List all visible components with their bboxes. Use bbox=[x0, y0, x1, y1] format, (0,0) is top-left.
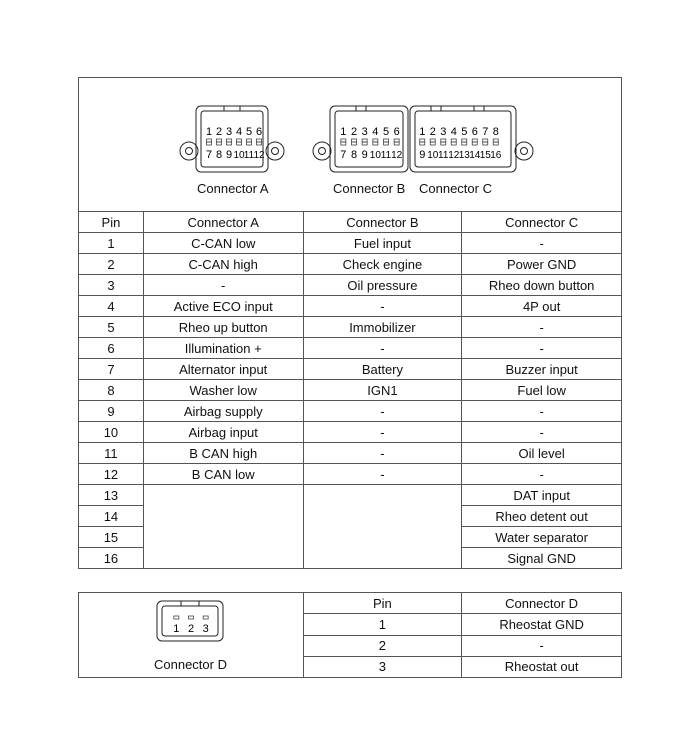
pin-number: 5 bbox=[382, 126, 390, 138]
pin-contact-mark bbox=[441, 142, 446, 145]
pin-contact-mark bbox=[237, 139, 242, 142]
cell-pin: 16 bbox=[79, 548, 144, 569]
pin-contact-mark bbox=[362, 139, 367, 142]
pin-number: 15 bbox=[479, 150, 491, 161]
pin-contact-mark bbox=[373, 142, 378, 145]
cell-pin: 6 bbox=[79, 338, 144, 359]
table-row bbox=[79, 254, 622, 275]
pin-contact-mark bbox=[472, 142, 477, 145]
cell-c: - bbox=[462, 338, 622, 359]
pin-number: 8 bbox=[492, 126, 499, 138]
pin-number: 11 bbox=[380, 150, 392, 161]
cell-a: B CAN high bbox=[143, 443, 303, 464]
cell-c: Signal GND bbox=[462, 548, 622, 569]
cell-pin: 3 bbox=[303, 656, 462, 677]
table-row bbox=[79, 485, 622, 506]
table-header-row bbox=[79, 212, 622, 233]
pin-contact-mark bbox=[483, 139, 488, 142]
cell-pin: 11 bbox=[79, 443, 144, 464]
cell-a: Airbag input bbox=[143, 422, 303, 443]
pin-contact-mark bbox=[462, 139, 467, 142]
cell-pin: 2 bbox=[79, 254, 144, 275]
table-row bbox=[79, 380, 622, 401]
pin-number: 3 bbox=[440, 126, 447, 138]
cell-d: Rheostat GND bbox=[462, 614, 622, 635]
pin-contact-mark bbox=[189, 616, 194, 619]
pin-number: 4 bbox=[235, 126, 243, 138]
pin-number: 9 bbox=[361, 149, 368, 161]
pin-contact-mark bbox=[247, 142, 252, 145]
pin-contact-mark bbox=[257, 139, 262, 142]
pin-contact-mark bbox=[430, 142, 435, 145]
pin-contact-mark bbox=[384, 139, 389, 142]
cell-b-empty bbox=[303, 485, 462, 569]
cell-c: - bbox=[462, 422, 622, 443]
pin-contact-mark bbox=[493, 142, 498, 145]
pin-contact-mark bbox=[227, 139, 232, 142]
pin-contact-mark bbox=[451, 142, 456, 145]
cell-pin: 14 bbox=[79, 506, 144, 527]
pin-contact-mark bbox=[493, 139, 498, 142]
pin-number: 11 bbox=[438, 150, 449, 161]
pin-number: 4 bbox=[372, 126, 379, 138]
cell-b: - bbox=[303, 443, 462, 464]
pin-contact-mark bbox=[441, 139, 446, 142]
cell-a: Alternator input bbox=[143, 359, 303, 380]
pin-number: 3 bbox=[202, 623, 209, 635]
cell-b: - bbox=[303, 401, 462, 422]
cell-c: - bbox=[462, 317, 622, 338]
pin-number: 1 bbox=[173, 623, 180, 635]
cell-b: Check engine bbox=[303, 254, 462, 275]
cell-pin: 1 bbox=[303, 614, 462, 635]
pin-number: 9 bbox=[419, 149, 426, 161]
table-row bbox=[79, 233, 622, 254]
connector-a-bottom-pins bbox=[206, 142, 265, 161]
pin-number: 7 bbox=[340, 149, 347, 161]
cell-a-empty bbox=[143, 485, 303, 569]
pin-contact-mark bbox=[207, 139, 212, 142]
cell-pin: 3 bbox=[79, 275, 144, 296]
cell-b: Fuel input bbox=[303, 233, 462, 254]
pin-contact-mark bbox=[174, 616, 179, 619]
cell-b: - bbox=[303, 422, 462, 443]
pin-number: 2 bbox=[187, 623, 195, 635]
connector-c-shape bbox=[410, 106, 533, 172]
pin-contact-mark bbox=[483, 142, 488, 145]
header-connector-a: Connector A bbox=[143, 212, 303, 233]
pin-contact-mark bbox=[341, 142, 346, 145]
pin-contact-mark bbox=[420, 142, 425, 145]
pin-number: 1 bbox=[419, 126, 426, 138]
connector-d-table bbox=[78, 592, 622, 678]
cell-pin: 4 bbox=[79, 296, 144, 317]
pin-number: 8 bbox=[215, 149, 223, 161]
table-row bbox=[79, 317, 622, 338]
pin-number: 6 bbox=[255, 126, 263, 138]
connector-c-bottom-pins bbox=[419, 142, 502, 161]
table-header-row bbox=[79, 593, 622, 614]
pin-contact-mark bbox=[237, 142, 242, 145]
header-connector-c: Connector C bbox=[462, 212, 622, 233]
connector-d-diagram-cell bbox=[79, 593, 304, 678]
pin-contact-mark bbox=[394, 139, 399, 142]
cell-c: Rheo detent out bbox=[462, 506, 622, 527]
pin-number: 3 bbox=[361, 126, 368, 138]
cell-pin: 10 bbox=[79, 422, 144, 443]
header-pin: Pin bbox=[79, 212, 144, 233]
pin-number: 6 bbox=[471, 126, 478, 138]
table-row bbox=[79, 464, 622, 485]
cell-b: - bbox=[303, 338, 462, 359]
cell-a: Illumination + bbox=[143, 338, 303, 359]
cell-a: C-CAN low bbox=[143, 233, 303, 254]
cell-b: Battery bbox=[303, 359, 462, 380]
connector-d-pins bbox=[173, 616, 208, 635]
cell-c: Buzzer input bbox=[462, 359, 622, 380]
cell-pin: 2 bbox=[303, 635, 462, 656]
pin-number: 5 bbox=[245, 126, 253, 138]
cell-d: Rheostat out bbox=[462, 656, 622, 677]
connector-d-label: Connector D bbox=[154, 657, 227, 672]
cell-pin: 5 bbox=[79, 317, 144, 338]
connector-diagram-cell bbox=[79, 78, 622, 212]
cell-b: - bbox=[303, 296, 462, 317]
pin-contact-mark bbox=[384, 142, 389, 145]
header-connector-b: Connector B bbox=[303, 212, 462, 233]
cell-c: - bbox=[462, 233, 622, 254]
pin-number: 2 bbox=[429, 126, 436, 138]
pin-number: 6 bbox=[393, 126, 400, 138]
pin-number: 3 bbox=[225, 126, 233, 138]
cell-a: B CAN low bbox=[143, 464, 303, 485]
pinout-table bbox=[78, 77, 622, 569]
pin-contact-mark bbox=[472, 139, 477, 142]
connector-c-label: Connector C bbox=[419, 181, 492, 196]
pin-contact-mark bbox=[217, 139, 222, 142]
pin-number: 10 bbox=[369, 150, 381, 161]
pin-number: 14 bbox=[469, 150, 481, 161]
connector-b-label: Connector B bbox=[333, 181, 406, 196]
table-row bbox=[79, 401, 622, 422]
pin-number: 12 bbox=[391, 150, 403, 161]
cell-c: Rheo down button bbox=[462, 275, 622, 296]
pin-contact-mark bbox=[451, 139, 456, 142]
pin-number: 12 bbox=[448, 150, 460, 161]
table-row bbox=[79, 275, 622, 296]
cell-a: Rheo up button bbox=[143, 317, 303, 338]
pin-contact-mark bbox=[247, 139, 252, 142]
pin-contact-mark bbox=[341, 139, 346, 142]
table-row bbox=[79, 338, 622, 359]
cell-c: - bbox=[462, 464, 622, 485]
pin-number: 16 bbox=[490, 150, 502, 161]
connector-b-top-pins bbox=[340, 126, 399, 142]
connector-a-label: Connector A bbox=[197, 181, 269, 196]
pin-number: 1 bbox=[340, 126, 347, 138]
pin-contact-mark bbox=[462, 142, 467, 145]
pin-number: 7 bbox=[205, 149, 213, 161]
cell-a: Active ECO input bbox=[143, 296, 303, 317]
pin-number: 11 bbox=[243, 150, 255, 161]
pin-number: 10 bbox=[427, 150, 439, 161]
pin-number: 4 bbox=[450, 126, 457, 138]
cell-c: Oil level bbox=[462, 443, 622, 464]
cell-a: Airbag supply bbox=[143, 401, 303, 422]
pin-contact-mark bbox=[257, 142, 262, 145]
pin-contact-mark bbox=[203, 616, 208, 619]
cell-pin: 12 bbox=[79, 464, 144, 485]
cell-a: Washer low bbox=[143, 380, 303, 401]
pin-contact-mark bbox=[430, 139, 435, 142]
pin-number: 12 bbox=[253, 150, 265, 161]
connector-c-top-pins bbox=[419, 126, 499, 142]
cell-c: Power GND bbox=[462, 254, 622, 275]
pin-contact-mark bbox=[207, 142, 212, 145]
cell-b: Immobilizer bbox=[303, 317, 462, 338]
connector-d-shape bbox=[157, 601, 223, 641]
table-row bbox=[79, 296, 622, 317]
cell-b: - bbox=[303, 464, 462, 485]
pin-contact-mark bbox=[373, 139, 378, 142]
header-pin: Pin bbox=[303, 593, 462, 614]
pin-contact-mark bbox=[217, 142, 222, 145]
cell-d: - bbox=[462, 635, 622, 656]
cell-pin: 9 bbox=[79, 401, 144, 422]
cell-pin: 13 bbox=[79, 485, 144, 506]
pin-contact-mark bbox=[352, 142, 357, 145]
pin-number: 10 bbox=[233, 150, 245, 161]
pin-number: 2 bbox=[350, 126, 358, 138]
connector-a-shape bbox=[180, 106, 284, 172]
cell-a: - bbox=[143, 275, 303, 296]
pin-number: 5 bbox=[461, 126, 468, 138]
pin-contact-mark bbox=[420, 139, 425, 142]
cell-pin: 1 bbox=[79, 233, 144, 254]
pin-contact-mark bbox=[362, 142, 367, 145]
pin-number: 1 bbox=[205, 126, 213, 138]
pin-number: 8 bbox=[350, 149, 358, 161]
connector-b-shape bbox=[313, 106, 408, 172]
cell-c: DAT input bbox=[462, 485, 622, 506]
cell-c: 4P out bbox=[462, 296, 622, 317]
connector-a-top-pins bbox=[206, 126, 262, 142]
cell-c: Water separator bbox=[462, 527, 622, 548]
cell-a: C-CAN high bbox=[143, 254, 303, 275]
pin-number: 2 bbox=[215, 126, 223, 138]
table-row bbox=[79, 422, 622, 443]
pin-number: 9 bbox=[225, 149, 233, 161]
cell-pin: 15 bbox=[79, 527, 144, 548]
header-connector-d: Connector D bbox=[462, 593, 622, 614]
cell-b: Oil pressure bbox=[303, 275, 462, 296]
table-row bbox=[79, 359, 622, 380]
table-row bbox=[79, 443, 622, 464]
cell-pin: 8 bbox=[79, 380, 144, 401]
cell-c: Fuel low bbox=[462, 380, 622, 401]
pin-contact-mark bbox=[227, 142, 232, 145]
connector-b-bottom-pins bbox=[340, 142, 402, 161]
pin-contact-mark bbox=[352, 139, 357, 142]
pin-number: 13 bbox=[458, 150, 470, 161]
cell-b: IGN1 bbox=[303, 380, 462, 401]
pin-number: 7 bbox=[482, 126, 489, 138]
cell-pin: 7 bbox=[79, 359, 144, 380]
pin-contact-mark bbox=[394, 142, 399, 145]
cell-c: - bbox=[462, 401, 622, 422]
